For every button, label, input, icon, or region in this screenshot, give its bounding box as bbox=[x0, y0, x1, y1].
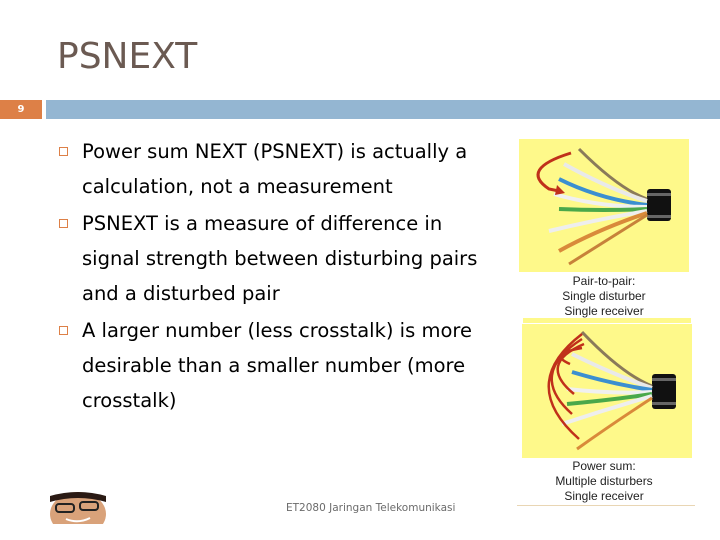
figure-separator bbox=[523, 318, 691, 323]
bullet-list bbox=[58, 134, 478, 420]
bullet-text: A larger number (less crosstalk) is more desirable than a smaller number (more crosstalk) bbox=[82, 319, 472, 412]
bullet-item bbox=[58, 134, 478, 204]
bullet-item bbox=[58, 206, 478, 311]
figure-caption bbox=[504, 274, 704, 319]
square-bullet-icon bbox=[59, 147, 68, 156]
square-bullet-icon bbox=[59, 219, 68, 228]
bullet-text: Power sum NEXT (PSNEXT) is actually a calculation, not a measurement bbox=[82, 140, 468, 198]
square-bullet-icon bbox=[59, 326, 68, 335]
caption-line: Power sum: bbox=[572, 459, 636, 473]
caption-line: Multiple disturbers bbox=[555, 474, 653, 488]
title-divider-bar bbox=[46, 100, 720, 119]
figure-caption bbox=[504, 459, 704, 504]
cable-icon bbox=[522, 324, 692, 458]
caption-line: Pair-to-pair: bbox=[572, 274, 636, 288]
caption-underline bbox=[517, 505, 695, 506]
bullet-text: PSNEXT is a measure of difference in signal strength between disturbing pairs and a disturbed pair bbox=[82, 212, 478, 305]
avatar-icon bbox=[48, 492, 112, 524]
pair-to-pair-cable-illustration bbox=[519, 139, 689, 272]
caption-line: Single disturber bbox=[562, 289, 646, 303]
presenter-photo bbox=[48, 492, 112, 524]
power-sum-cable-illustration bbox=[522, 324, 692, 458]
footer-text: ET2080 Jaringan Telekomunikasi bbox=[286, 502, 456, 514]
slide-title: PSNEXT bbox=[57, 36, 198, 77]
bullet-item bbox=[58, 313, 478, 418]
caption-line: Single receiver bbox=[564, 489, 644, 503]
caption-line: Single receiver bbox=[564, 304, 644, 318]
cable-icon bbox=[519, 139, 689, 272]
slide-number: 9 bbox=[17, 104, 25, 115]
slide-number-badge bbox=[0, 100, 42, 119]
